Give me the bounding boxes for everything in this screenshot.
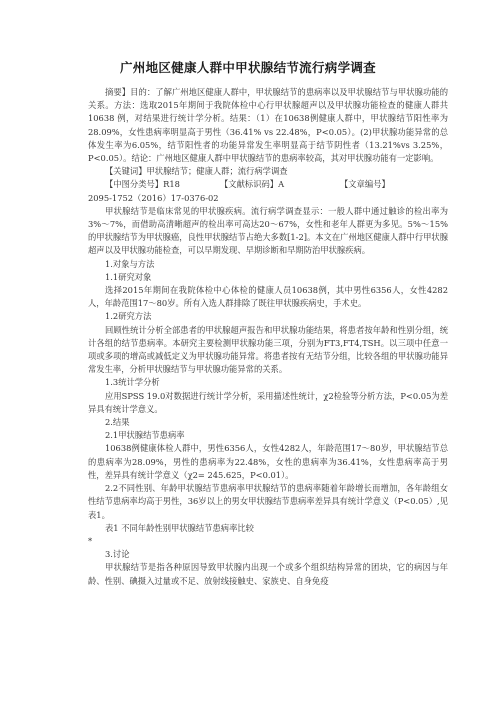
section-heading-1-3: 1.3统计学分析 (105, 377, 160, 388)
table-placeholder-mark: * (88, 535, 93, 546)
section-heading-3: 3.讨论 (105, 549, 130, 560)
paragraph-2-2: 2.2不同性别、年龄甲状腺结节患病率甲状腺结节的患病率随着年龄增长而增加，各年龄组女性结节患病率均高于男性，36岁以上的男女甲状腺结节患病率差异具有统计学意义（P<0.05）,见表1。 (88, 483, 448, 520)
paragraph-1-3: 应用SPSS 19.0对数据进行统计学分析，采用描述性统计，χ2检验等分析方法，P<0.05为差异具有统计学意义。 (88, 390, 448, 414)
classification-row (88, 178, 448, 191)
paragraph-1-1: 选择2015年期间在我院体检中心体检的健康人员10638例，其中男性6356人，女性4282人，年龄范围17～80岁。所有入选人群排除了既往甲状腺疾病史，手术史。 (88, 285, 448, 309)
section-heading-2-1: 2.1甲状腺结节患病率 (105, 430, 185, 441)
keywords: 【关键词】甲状腺结节；健康人群；流行病学调查 (105, 166, 288, 177)
section-heading-2: 2.结果 (105, 417, 130, 428)
article-number: 2095-1752（2016）17-0376-02 (88, 192, 219, 203)
table-caption: 表1 不同年龄性别甲状腺结节患病率比较 (105, 522, 254, 533)
article-title: 广州地区健康人群中甲状腺结节流行病学调查 (119, 60, 376, 75)
paragraph-3: 甲状腺结节是指各种原因导致甲状腺内出现一个或多个组织结构异常的团块，它的病因与年龄、性别、碘摄入过量或不足、放射线接触史、家族史、自身免疫 (88, 562, 448, 586)
article-body (88, 86, 448, 588)
section-heading-1-2: 1.2研究方法 (105, 311, 152, 322)
clc-number: 【中图分类号】R18 (105, 179, 180, 190)
section-heading-1: 1.对象与方法 (105, 258, 155, 269)
paragraph-2-1: 10638例健康体检人群中，男性6356人，女性4282人，年龄范围17～80岁，甲状腺结节总的患病率为28.09%，男性的患病率为22.48%，女性的患病率为36.41%，女性患病率高于男性，差异具有统计学意义（χ2= 245.625，P<0.01）。 (88, 443, 448, 480)
doc-code: 【文献标识码】A (220, 179, 285, 190)
paragraph-1-2: 回顾性统计分析全部患者的甲状腺超声报告和甲状腺功能结果，将患者按年龄和性别分组，统计各组的结节患病率。本研究主要检测甲状腺功能三项，分别为FT3,FT4,TSH。以三项中任意一项或多项的增高或减低定义为甲状腺功能异常。将患者按有无结节分组，比较各组的甲状腺功能异常发生率，分析甲状腺结节与甲状腺功能异常的关系。 (88, 324, 448, 375)
section-heading-1-1: 1.1研究对象 (105, 271, 152, 282)
abstract: 摘要】目的：了解广州地区健康人群中，甲状腺结节的患病率以及甲状腺结节与甲状腺功能的关系。方法：选取2015年期间于我院体检中心行甲状腺超声以及甲状腺功能检查的健康人群共 10638 例，对结果进行统计学分析。结果：（1）在10638例健康人群中，甲状腺结节阳性率为28.09%，女性患病率明显高于男性（36.41% vs 22.48%，P<0.05）。(2)甲状腺功能异常的总体发生率为6.05%，结节阳性者的功能异常发生率明显高于结节阴性者（13.21%vs 3.25%，P<0.05）。结论：广州地区健康人群中甲状腺结节的患病率较高，其对甲状腺功能有一定影响。 (88, 87, 448, 164)
intro-paragraph: 甲状腺结节是临床常见的甲状腺疾病。流行病学调查显示：一般人群中通过触诊的检出率为3%～7%，而借助高清晰超声的检出率可高达20～67%，女性和老年人群更为多见。5%～15%的甲状腺结节为甲状腺癌，良性甲状腺结节占绝大多数[1-2]。本文在广州地区健康人群中行甲状腺超声以及甲状腺功能检查，可以早期发现、早期诊断和早期防治甲状腺疾病。 (88, 205, 449, 256)
article-number-label: 【文章编号】 (340, 179, 390, 190)
